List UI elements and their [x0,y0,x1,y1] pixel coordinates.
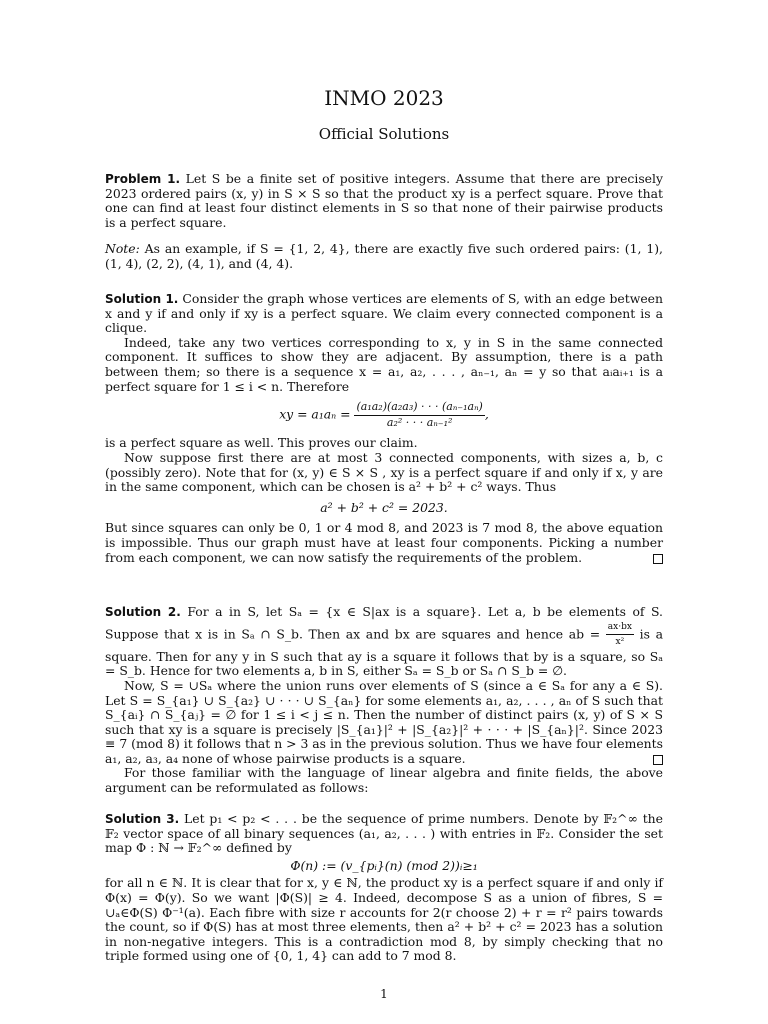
solution-2-fraction-denominator: x² [615,637,625,648]
solution-3-equation: Φ(n) := (v_{pᵢ}(n) (mod 2))ᵢ≥₁ [290,857,478,873]
eq1-fraction [354,400,484,430]
solution-1-label: Solution 1. [105,292,179,306]
eq1-lhs: xy = a₁aₙ = [279,406,351,422]
note-label: Note: [105,241,140,257]
solution-3-paragraph-1: Let p₁ < p₂ < . . . be the sequence of prime numbers. Denote by 𝔽₂^∞ the 𝔽₂ vector space of all binary sequences (a₁, a₂, . . . ) with entries in 𝔽₂. Consider the set map Φ : ℕ → 𝔽₂^∞ defined by [105,811,663,856]
qed-square-icon [653,554,663,564]
solution-2-fraction [606,620,634,650]
eq1-denominator: a₂² · · · aₙ₋₁² [386,415,453,429]
solution-1-equation-1 [105,400,663,430]
page-number: 1 [380,987,388,1001]
problem-1-label: Problem 1. [105,172,181,186]
problem-1-text: Let S be a finite set of positive integers. Assume that there are precisely 2023 ordered pairs (x, y) in S × S so that the product xy is a perfect square. Prove that one can find at least four distinct elements in S so that none of their pairwise products is a perfect square. [105,171,663,230]
qed-square-icon [653,755,663,765]
solution-2 [105,605,663,767]
solution-1-paragraph-1: Consider the graph whose vertices are elements of S, with an edge between x and y if and only if xy is a perfect square. We claim every connected component is a clique. [105,291,663,336]
problem-1 [105,172,663,272]
eq1-numerator: (a₁a₂)(a₂a₃) · · · (aₙ₋₁aₙ) [354,400,484,416]
solution-3 [105,812,663,964]
solution-2-paragraph-2: Now, S = ∪Sₐ where the union runs over elements of S (since a ∈ Sₐ for any a ∈ S). Let S = S_{a₁} ∪ S_{a₂} ∪ · · · ∪ S_{aₙ} for some elements a₁, a₂, . . . , aₙ of S such that S_{aᵢ} ∩ S_{aⱼ} = ∅ for 1 ≤ i < j ≤ n. Then the number of distinct pairs (x, y) of S × S such that xy is a square is precisely |S_{a₁}|² + |S_{a₂}|² + · · · + |S_{aₙ}|². Since 2023 ≡ 7 (mod 8) it follows that n > 3 as in the previous solution. Thus we have four elements a₁, a₂, a₃, a₄ none of whose pairwise products is a square. [105,677,663,766]
solution-2-paragraph-1a: For a in S, let Sₐ = {x ∈ S|ax is a square}. Let a, b be elements of S. Suppose that x is in Sₐ ∩ S_b. Then ax and bx are squares and hence ab = [105,604,663,642]
document-subtitle: Official Solutions [318,125,450,143]
solution-2-fraction-numerator: ax·bx [606,620,634,636]
solution-2-label: Solution 2. [105,605,181,619]
eq1-tail: , [484,406,489,422]
solution-1-equation-2: a² + b² + c² = 2023. [320,499,448,515]
bridge-paragraph: For those familiar with the language of linear algebra and finite fields, the above argument can be reformulated as follows: [105,765,663,795]
solution-3-paragraph-2: for all n ∈ ℕ. It is clear that for x, y ∈ ℕ, the product xy is a perfect square if and only if Φ(x) = Φ(y). So we want |Φ(S)| ≥ 4. Indeed, decompose S as a union of fibres, S = ∪ₐ∈Φ(S) Φ⁻¹(a). Each fibre with size r accounts for 2(r choose 2) + r = r² pairs towards the count, so if Φ(S) has at most three elements, then a² + b² + c² = 2023 has a solution in non-negative integers. This is a contradiction mod 8, by simply checking that no triple formed using one of {0, 1, 4} can add to 7 mod 8. [105,875,663,964]
solution-1-paragraph-4: Now suppose first there are at most 3 connected components, with sizes a, b, c (possibly zero). Note that for (x, y) ∈ S × S , xy is a perfect square if and only if x, y are in the same component, which can be chosen is a² + b² + c² ways. Thus [105,449,663,495]
solution-2-paragraph-1b: is a square. Then for any y in S such that ay is a square it follows that by is a square, so Sₐ = S_b. Hence for two elements a, b in S, either Sₐ = S_b or Sₐ ∩ S_b = ∅. [105,626,663,679]
solution-1 [105,292,663,565]
solution-3-label: Solution 3. [105,812,180,826]
solution-1-paragraph-5: But since squares can only be 0, 1 or 4 mod 8, and 2023 is 7 mod 8, the above equation is impossible. Thus our graph must have at least four components. Picking a number from each component, we can now satisfy the requirements of the problem. [105,520,663,565]
note-text: As an example, if S = {1, 2, 4}, there are exactly five such ordered pairs: (1, 1), (1, 4), (2, 2), (4, 1), and (4, 4). [105,241,663,271]
document-title: INMO 2023 [324,86,444,110]
solution-1-paragraph-3: is a perfect square as well. This proves our claim. [105,435,418,451]
solution-1-paragraph-2: Indeed, take any two vertices corresponding to x, y in S in the same connected component. It suffices to show they are adjacent. By assumption, there is a path between them; so there is a sequence x = a₁, a₂, . . . , aₙ₋₁, aₙ = y so that aᵢaᵢ₊₁ is a perfect square for 1 ≤ i < n. Therefore [105,334,663,394]
